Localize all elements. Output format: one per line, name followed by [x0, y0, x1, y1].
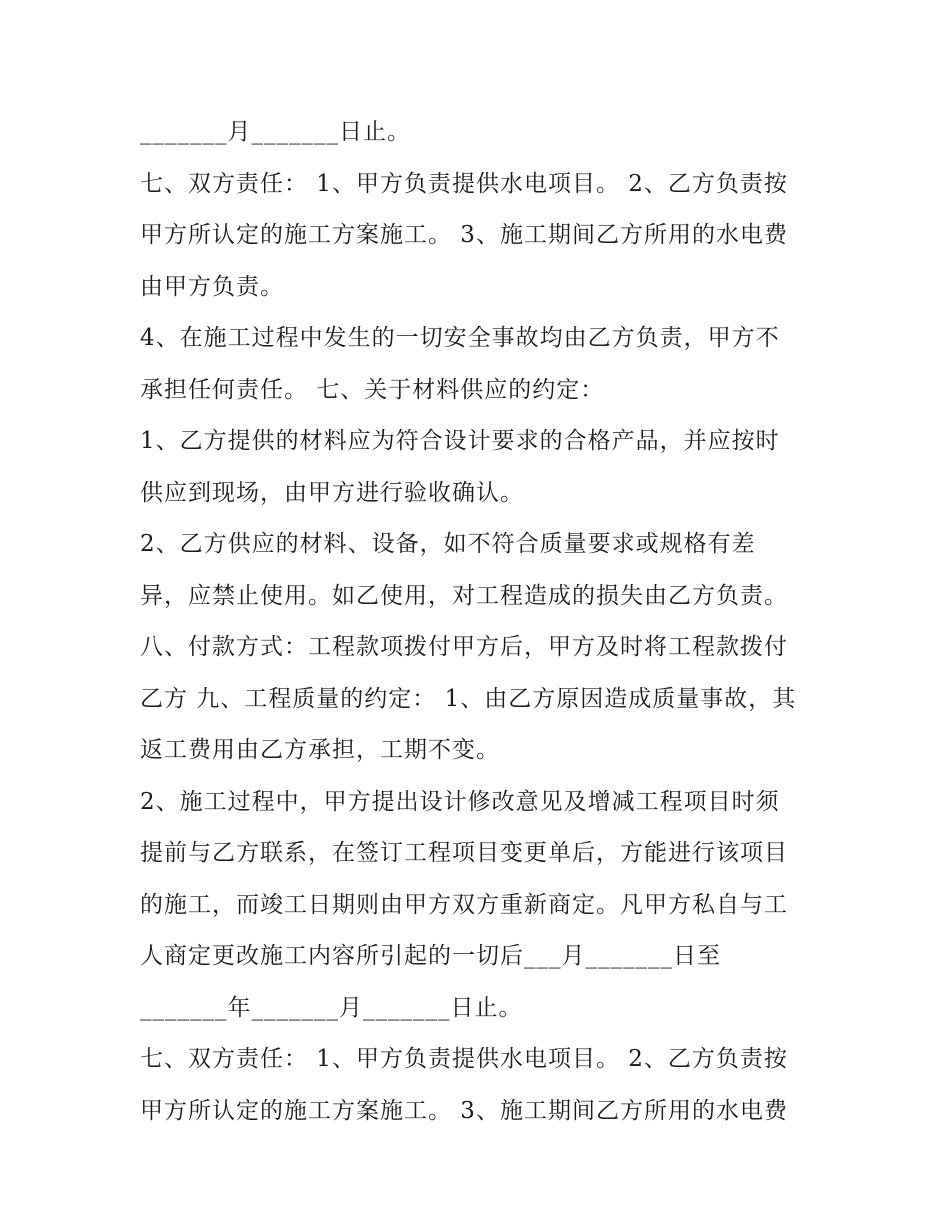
text-line: _______年_______月_______日止。	[140, 994, 523, 1021]
text-line: _______月_______日止。	[140, 119, 411, 145]
text-line: 八、付款方式：工程款项拨付甲方后，甲方及时将工程款拨付	[140, 634, 788, 660]
text-line: 的施工，而竣工日期则由甲方双方重新商定。凡甲方私自与工	[140, 891, 788, 918]
text-line: 异，应禁止使用。如乙使用，对工程造成的损失由乙方负责。	[140, 582, 788, 609]
text-line: 1、乙方提供的材料应为符合设计要求的合格产品，并应按时	[140, 428, 780, 454]
text-line: 2、乙方供应的材料、设备，如不符合质量要求或规格有差	[140, 531, 756, 557]
text-line: 甲方所认定的施工方案施工。 3、施工期间乙方所用的水电费	[140, 1097, 788, 1124]
text-line: 七、双方责任： 1、甲方负责提供水电项目。 2、乙方负责按	[140, 170, 788, 197]
text-line: 返工费用由乙方承担，工期不变。	[140, 737, 500, 763]
text-line: 4、在施工过程中发生的一切安全事故均由乙方负责，甲方不	[140, 325, 780, 351]
text-line: 供应到现场，由甲方进行验收确认。	[140, 479, 524, 506]
text-line: 2、施工过程中，甲方提出设计修改意见及增减工程项目时须	[140, 788, 780, 815]
text-line: 承担任何责任。 七、关于材料供应的约定：	[140, 376, 605, 403]
text-line: 提前与乙方联系，在签订工程项目变更单后，方能进行该项目	[140, 840, 788, 866]
text-line: 由甲方负责。	[140, 273, 284, 300]
text-line: 七、双方责任： 1、甲方负责提供水电项目。 2、乙方负责按	[140, 1046, 788, 1072]
text-line: 乙方 九、工程质量的约定： 1、由乙方原因造成质量事故，其	[140, 685, 797, 712]
text-line: 甲方所认定的施工方案施工。 3、施工期间乙方所用的水电费	[140, 222, 788, 248]
contract-text	[140, 107, 820, 1137]
text-line: 人商定更改施工内容所引起的一切后___月_______日至	[140, 943, 721, 969]
